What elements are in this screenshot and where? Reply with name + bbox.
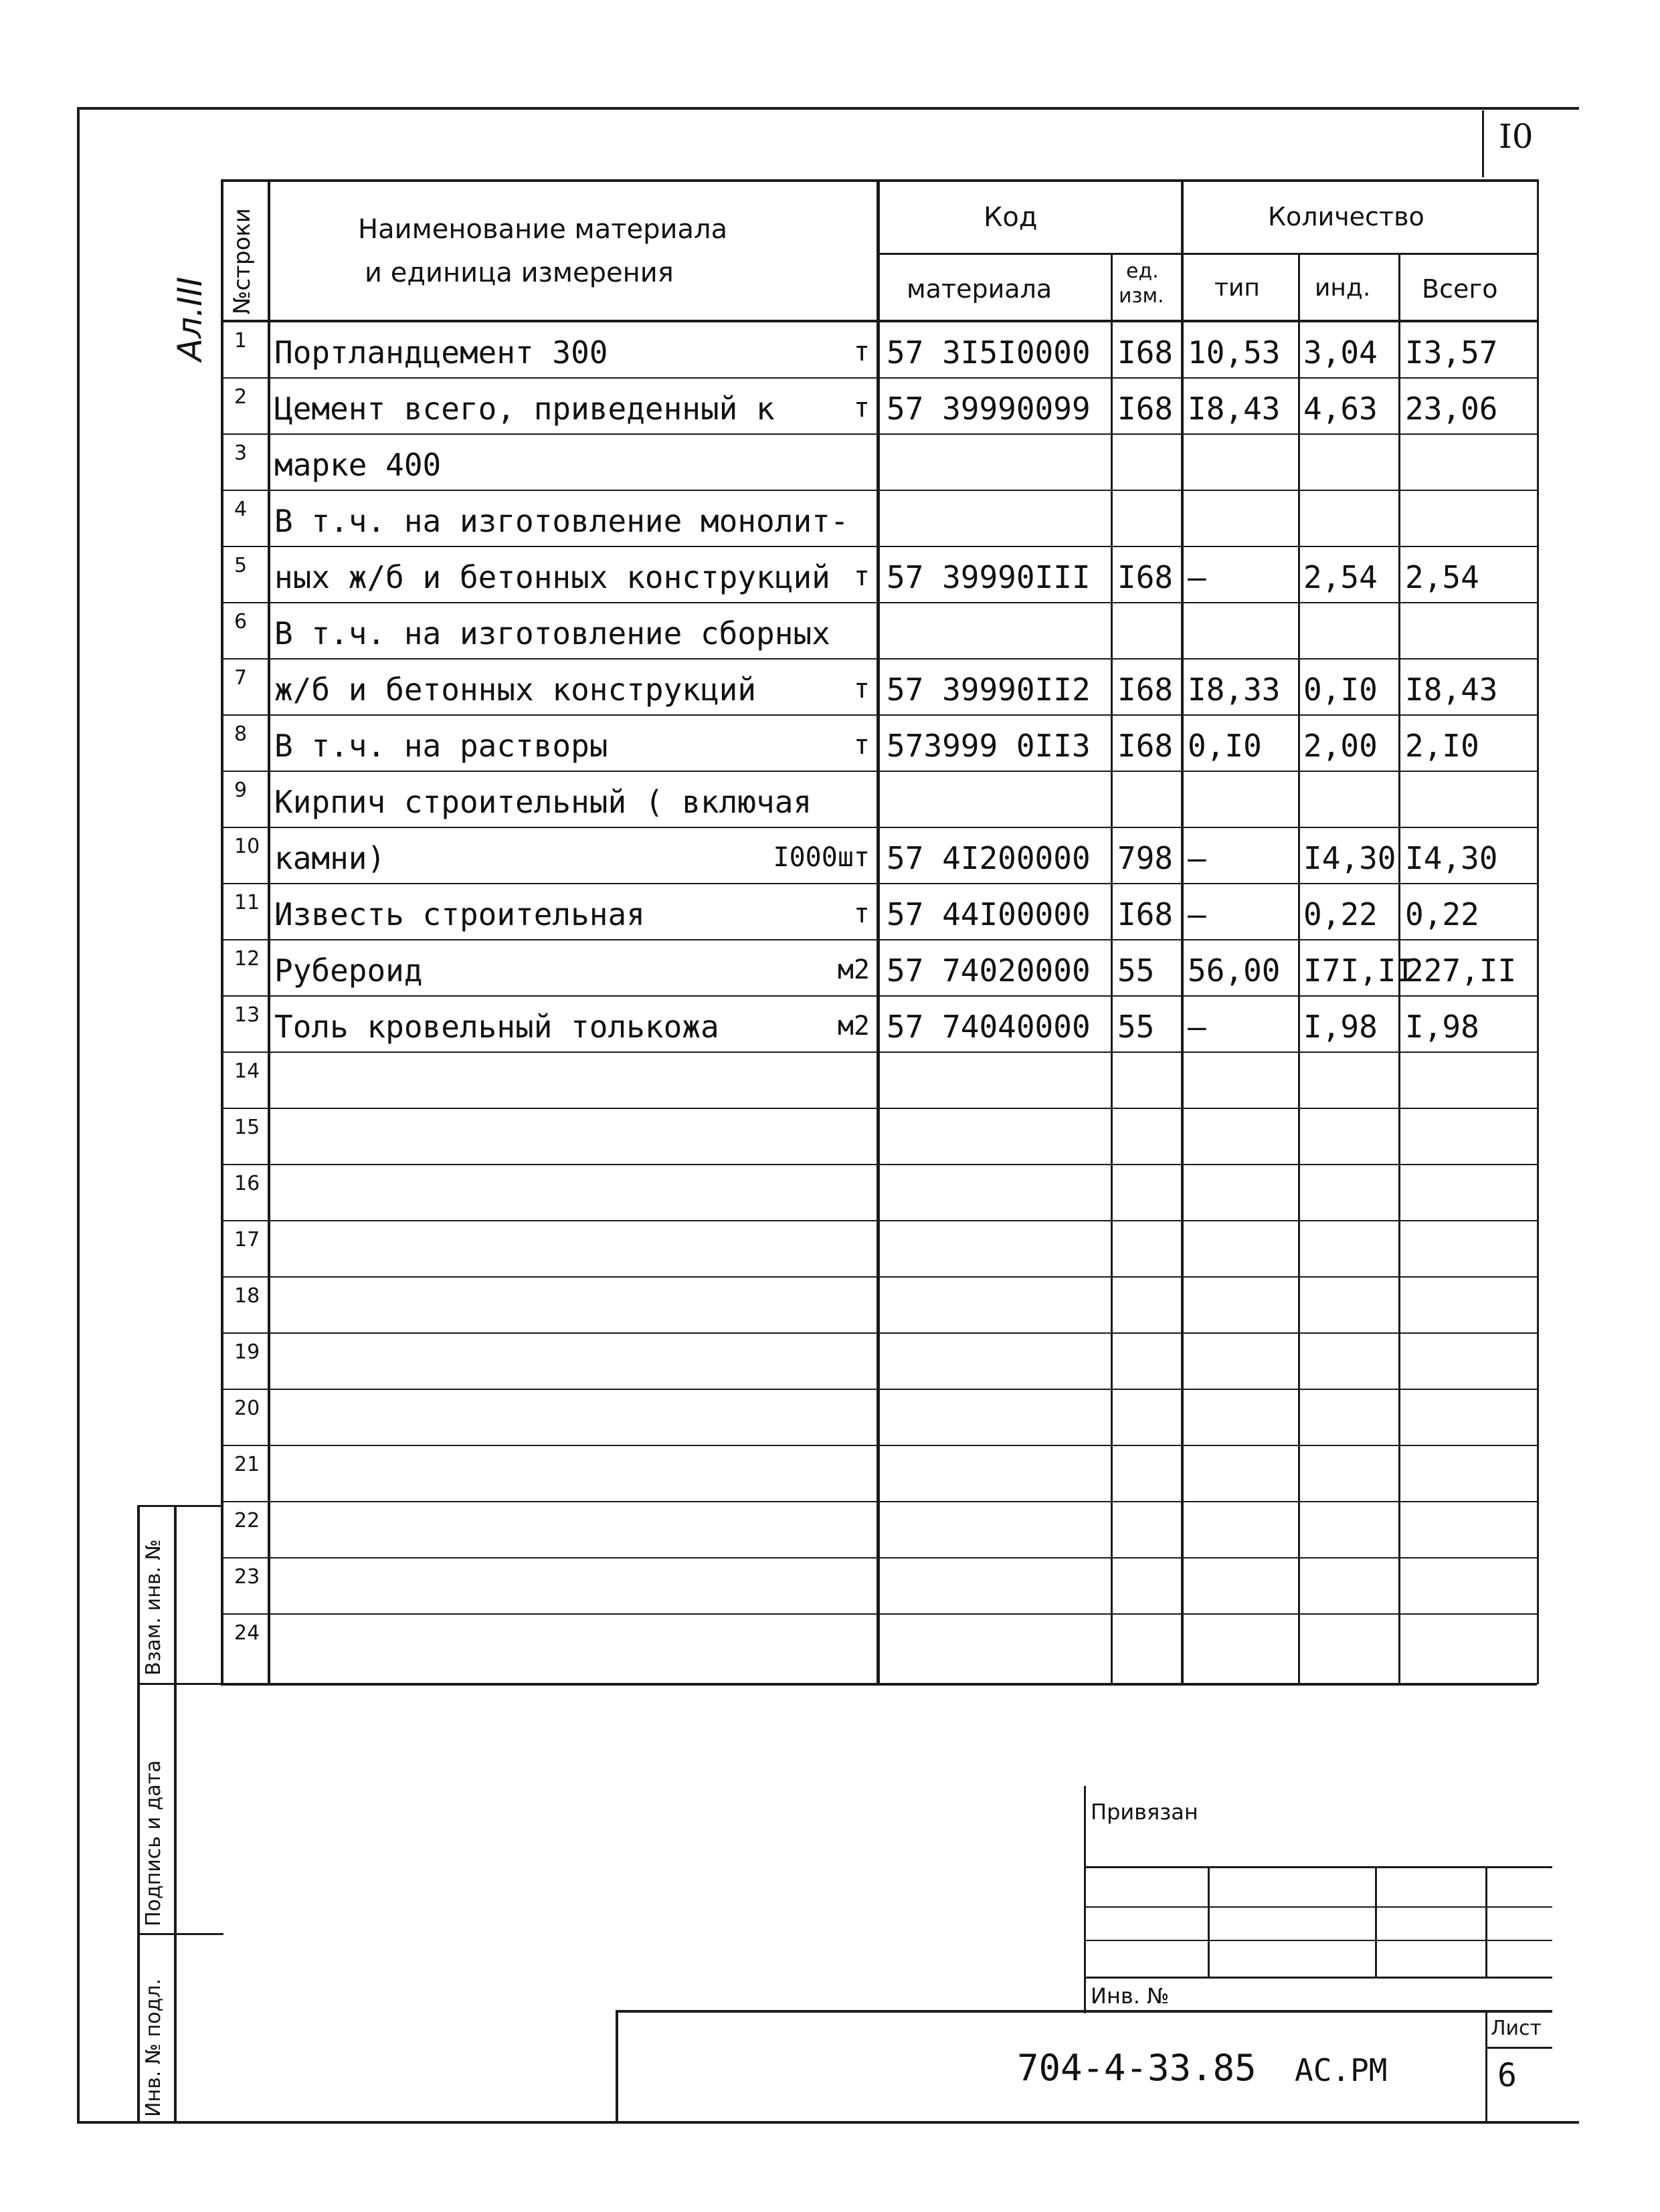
row-number: 24 <box>234 1621 260 1645</box>
qty-typ: – <box>1188 840 1206 876</box>
side-label: Ал.III <box>171 276 209 361</box>
material-name: В т.ч. на изготовление монолит- <box>274 503 849 539</box>
material-code: 57 3I5I0000 <box>887 334 1091 371</box>
row-number: 10 <box>234 835 260 858</box>
material-name: ж/б и бетонных конструкций <box>274 672 757 708</box>
row-number: 6 <box>234 610 248 633</box>
row-number: 4 <box>234 498 248 521</box>
material-code: 573999 0II3 <box>887 728 1091 764</box>
qty-ind: 4,63 <box>1303 391 1378 427</box>
qty-typ: – <box>1188 1009 1206 1045</box>
row-number: 7 <box>234 666 248 690</box>
name-header-line1: Наименование материала <box>358 214 728 245</box>
material-header: материала <box>907 274 1052 304</box>
inv-no-label: Инв. № <box>1091 1983 1170 2009</box>
material-name: ных ж/б и бетонных конструкций <box>274 559 830 595</box>
row-number: 23 <box>234 1565 260 1589</box>
typ-header: тип <box>1214 274 1260 302</box>
row-number: 19 <box>234 1340 260 1364</box>
podpis-data-label: Подпись и дата <box>142 1760 165 1926</box>
row-number: 15 <box>234 1116 260 1139</box>
qty-total: I3,57 <box>1405 334 1498 371</box>
row-number: 18 <box>234 1284 260 1308</box>
row-number: 14 <box>234 1060 260 1083</box>
document-mark: АС.РМ <box>1295 2052 1388 2088</box>
unit-header-line2: изм. <box>1119 284 1164 308</box>
qty-total: 23,06 <box>1405 391 1498 427</box>
material-code: 57 74040000 <box>887 1009 1091 1045</box>
row-number: 9 <box>234 779 248 802</box>
unit-label: м2 <box>837 954 870 985</box>
unit-label: I000шт <box>773 842 870 873</box>
unit-label: т <box>853 730 870 761</box>
row-number: 16 <box>234 1172 260 1195</box>
qty-typ: 0,I0 <box>1188 728 1262 764</box>
material-name: Рубероид <box>274 952 423 989</box>
qty-typ: I8,43 <box>1188 391 1281 427</box>
row-number: 2 <box>234 385 248 409</box>
qty-total: 0,22 <box>1405 896 1479 932</box>
material-name: Толь кровельный толькожа <box>274 1009 719 1045</box>
row-number: 12 <box>234 947 260 971</box>
material-code: 57 44I00000 <box>887 896 1091 932</box>
vzam-inv-label: Взам. инв. № <box>142 1539 165 1676</box>
unit-code: I68 <box>1117 391 1174 427</box>
document-code: 704-4-33.85 <box>1017 2047 1257 2089</box>
qty-ind: 3,04 <box>1303 334 1378 371</box>
qty-total: 2,I0 <box>1405 728 1479 764</box>
unit-code: 798 <box>1117 840 1174 876</box>
material-name: камни) <box>274 840 386 876</box>
qty-ind: 2,00 <box>1303 728 1378 764</box>
qty-typ: – <box>1188 896 1206 932</box>
unit-label: м2 <box>837 1011 870 1041</box>
material-name: Известь строительная <box>274 896 645 932</box>
qty-total: 227,II <box>1405 952 1517 989</box>
row-number-header: №строки <box>229 208 256 314</box>
material-name: марке 400 <box>274 447 442 483</box>
material-code: 57 4I200000 <box>887 840 1091 876</box>
material-code: 57 74020000 <box>887 952 1091 989</box>
material-name: В т.ч. на изготовление сборных <box>274 615 830 651</box>
sheet-number: 6 <box>1497 2057 1517 2094</box>
material-code: 57 39990III <box>887 559 1091 595</box>
row-number: 8 <box>234 722 248 746</box>
ind-header: инд. <box>1315 274 1371 302</box>
unit-label: т <box>853 336 870 367</box>
sheet-label: Лист <box>1491 2017 1542 2040</box>
unit-label: т <box>853 898 870 929</box>
qty-total: I4,30 <box>1405 840 1498 876</box>
unit-code: I68 <box>1117 728 1174 764</box>
unit-code: 55 <box>1117 1009 1155 1045</box>
quantity-header: Количество <box>1268 202 1424 231</box>
material-code: 57 39990II2 <box>887 672 1091 708</box>
unit-code: I68 <box>1117 334 1174 371</box>
qty-typ: – <box>1188 559 1206 595</box>
unit-label: т <box>853 393 870 423</box>
qty-total: 2,54 <box>1405 559 1479 595</box>
page-number: I0 <box>1499 117 1534 156</box>
material-name: Кирпич строительный ( включая <box>274 784 812 820</box>
qty-ind: I4,30 <box>1303 840 1396 876</box>
qty-ind: I7I,II <box>1303 952 1415 989</box>
total-header: Всего <box>1422 274 1498 304</box>
row-number: 21 <box>234 1453 260 1476</box>
unit-code: I68 <box>1117 672 1174 708</box>
qty-typ: I8,33 <box>1188 672 1281 708</box>
qty-typ: 56,00 <box>1188 952 1281 989</box>
qty-ind: 0,22 <box>1303 896 1378 932</box>
unit-code: 55 <box>1117 952 1155 989</box>
material-name: Цемент всего, приведенный к <box>274 391 775 427</box>
qty-ind: 0,I0 <box>1303 672 1378 708</box>
row-number: 5 <box>234 554 248 577</box>
unit-header-line1: ед. <box>1126 260 1159 283</box>
material-name: В т.ч. на растворы <box>274 728 608 764</box>
unit-code: I68 <box>1117 559 1174 595</box>
qty-ind: 2,54 <box>1303 559 1378 595</box>
inv-podl-label: Инв. № подл. <box>142 1979 165 2117</box>
unit-code: I68 <box>1117 896 1174 932</box>
row-number: 22 <box>234 1509 260 1532</box>
material-name: Портландцемент 300 <box>274 334 608 371</box>
privyazan-label: Привязан <box>1091 1799 1198 1825</box>
qty-total: I8,43 <box>1405 672 1498 708</box>
qty-total: I,98 <box>1405 1009 1479 1045</box>
row-number: 13 <box>234 1003 260 1027</box>
code-header: Код <box>984 202 1038 233</box>
row-number: 3 <box>234 441 248 465</box>
unit-label: т <box>853 561 870 592</box>
unit-label: т <box>853 674 870 704</box>
material-code: 57 39990099 <box>887 391 1091 427</box>
row-number: 20 <box>234 1397 260 1420</box>
name-header-line2: и единица измерения <box>365 258 674 288</box>
row-number: 17 <box>234 1228 260 1251</box>
row-number: 1 <box>234 329 248 353</box>
qty-typ: 10,53 <box>1188 334 1281 371</box>
qty-ind: I,98 <box>1303 1009 1378 1045</box>
row-number: 11 <box>234 891 260 914</box>
